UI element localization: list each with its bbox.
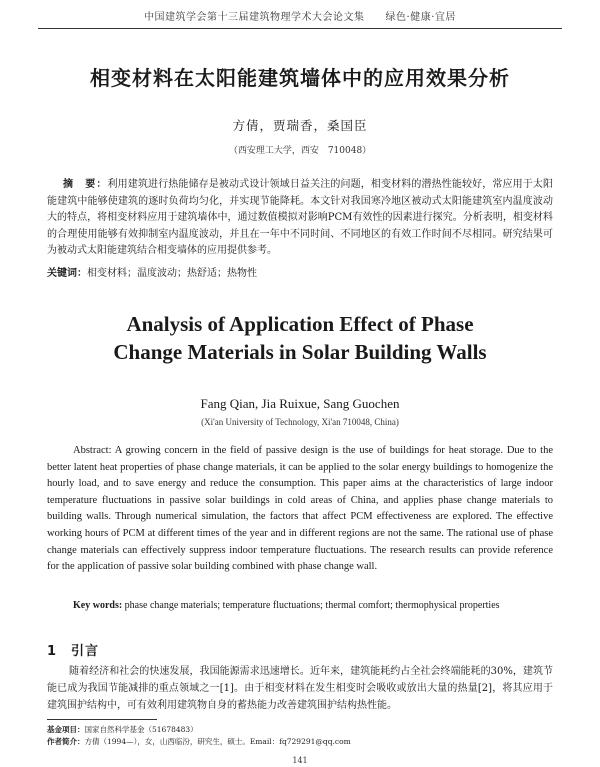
header-rule: [38, 28, 562, 29]
english-keywords-label: Key words:: [73, 600, 123, 611]
chinese-keywords: [47, 264, 553, 279]
english-affiliation: (Xi'an University of Technology, Xi'an 710048, China): [201, 417, 399, 427]
chinese-abstract: [47, 177, 553, 260]
chinese-keywords-label: 关键词：: [47, 268, 87, 279]
footnote-author-label: 作者简介：: [47, 737, 85, 746]
section-heading-introduction: 1 引言: [47, 644, 100, 659]
footnote-rule: [47, 719, 157, 720]
chinese-affiliation: （西安理工大学，西安 710048）: [228, 146, 372, 156]
footnote-fund-text: 国家自然科学基金（51678483）: [84, 725, 198, 734]
section-body-text: [47, 663, 553, 714]
english-title-line-1: Analysis of Application Effect of Phase: [126, 312, 474, 336]
english-abstract-label: Abstract:: [73, 445, 112, 456]
footnote-author: [47, 736, 553, 748]
english-title-line-2: Change Materials in Solar Building Walls: [113, 340, 487, 364]
english-abstract: [47, 443, 553, 576]
running-header: 中国建筑学会第十三届建筑物理学术大会论文集 绿色·健康·宜居: [144, 12, 456, 23]
english-title: [0, 310, 600, 366]
english-keywords: [47, 600, 553, 611]
section-body-paragraph: 随着经济和社会的快速发展，我国能源需求迅速增长。近年来，建筑能耗约占全社会终端能耗的30%，建筑节能已成为我国节能减排的重点领域之一[1]。由于相变材料在发生相变时会吸收或放出大量的热量[2]，将其应用于建筑围护结构中，可有效利用建筑物自身的蓄热能力改善建筑围护结构热性能。: [47, 666, 553, 711]
footnote-author-text: 方倩（1994—），女，山西临汾，研究生，硕士。Email：fq729291@qq.com: [84, 737, 351, 746]
chinese-abstract-label: 摘 要：: [63, 179, 108, 190]
chinese-authors: 方倩，贾瑞香，桑国臣: [232, 118, 368, 133]
english-authors: Fang Qian, Jia Ruixue, Sang Guochen: [200, 396, 400, 411]
english-abstract-text: A growing concern in the field of passive design is the use of buildings for heat storage. Due to the better latent heat properties of phase change materials, it can be applied to the solar energy buildings to homogenize the hourly load, and to save energy and reduce the consumption. This paper aims at the characteristics of large indoor temperature fluctuations in passive solar buildings in cold areas of China, and applies phase change materials to building walls. Through numerical simulation, the factors that affect PCM effectiveness are explored. The effective working hours of PCM at different times of the year and in different regions are not the same. The rational use of phase change materials can effectively suppress indoor temperature fluctuations. The research results can provide reference for the application of passive solar building combined with phase change wall.: [47, 445, 553, 573]
chinese-keywords-text: 相变材料；温度波动；热舒适；热物性: [87, 268, 257, 279]
page-number: 141: [292, 756, 308, 765]
chinese-title: 相变材料在太阳能建筑墙体中的应用效果分析: [90, 66, 510, 90]
footnote-fund-label: 基金项目：: [47, 725, 85, 734]
chinese-abstract-text: 利用建筑进行热能储存是被动式设计领域日益关注的问题，相变材料的潜热性能较好，常应用于太阳能建筑中能够使建筑的逐时负荷均匀化，并实现节能降耗。本文针对我国寒冷地区被动式太阳能建筑室内温度波动大的特点，将相变材料应用于建筑墙体中，通过数值模拟对影响PCM有效性的因素进行探究。分析表明，相变材料的合理使用能够有效抑制室内温度波动，并且在一年中不同时间、不同地区的有效工作时间不尽相同。研究结果可为被动式太阳能建筑结合相变墙体的应用提供参考。: [47, 179, 554, 256]
footnote-fund: [47, 724, 553, 736]
footnotes: [47, 724, 553, 748]
english-keywords-text: phase change materials; temperature fluctuations; thermal comfort; thermophysical properties: [124, 600, 500, 611]
